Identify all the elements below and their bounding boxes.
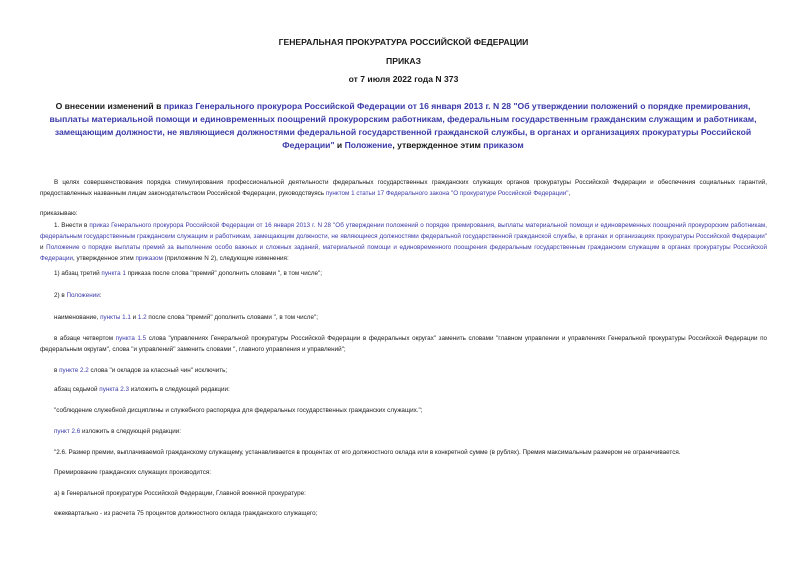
title-text-1: О внесении изменений в <box>55 101 164 111</box>
paragraph-quarterly: ежеквартально - из расчета 75 процентов должностного оклада гражданского служащего; <box>54 510 318 517</box>
paragraph-preamble <box>40 177 767 199</box>
naming-text-c: после слова "премий" дополнить словами ", в том числе"; <box>146 314 318 321</box>
law-article-link[interactable]: пунктом 1 статьи 17 Федерального закона "О прокуратуре Российской Федерации" <box>325 190 569 197</box>
organization-heading: ГЕНЕРАЛЬНАЯ ПРОКУРАТУРА РОССИЙСКОЙ ФЕДЕРАЦИИ <box>278 37 529 47</box>
point-1-2-link[interactable]: 1.2 <box>137 314 147 321</box>
point-2-3-link[interactable]: пункта 2.3 <box>99 386 129 393</box>
item1-text-b: и <box>40 244 47 251</box>
document-date: от 7 июля 2022 года N 373 <box>348 74 459 84</box>
paragraph-point-2-2 <box>40 365 767 376</box>
paragraph-point-1-5 <box>40 333 767 355</box>
order-28-link[interactable]: приказ Генерального прокурора Российской Федерации от 16 января 2013 г. N 28 "Об утверждении положений о порядке премирования, выплаты материальной помощи и единовременных поощрений прокурорским работникам, федеральным государственным гражданским служащим и работникам, замещающим должности, не являющиеся должностями федеральной государственной гражданской службы, в органах и организациях прокуратуры Российской Федерации" <box>40 222 767 240</box>
preamble-text: В целях совершенствования порядка стимулирования профессиональной деятельности федеральных государственных гражданских служащих органов прокуратуры Российской Федерации и обеспечения социальных гарантий, предоставленных названным лицам законодательством Российской Федерации, руководствуясь <box>40 179 767 197</box>
point-1-link[interactable]: пункта 1 <box>101 270 126 277</box>
title-order-link-2[interactable]: приказом <box>483 140 524 150</box>
item1-text-a: 1. Внести в <box>54 222 90 229</box>
document-title <box>44 100 762 152</box>
title-text-3: , утвержденное этим <box>392 140 484 150</box>
regulation-link[interactable]: Положение о порядке выплаты премий за выполнение особо важных и сложных заданий, материальной помощи и единовременного поощрения федеральным государственным гражданским служащим в органах прокуратуры Российской Федерации <box>40 244 767 262</box>
paragraph-point-2-3 <box>40 384 767 395</box>
paragraph-change-2 <box>40 290 767 301</box>
paragraph-order-word: приказываю: <box>40 210 78 217</box>
point-2-6-link[interactable]: пункт 2.6 <box>54 428 81 435</box>
paragraph-naming <box>40 312 767 323</box>
item1-text-c: , утвержденное этим <box>72 255 136 262</box>
change2-text-b: : <box>99 292 102 299</box>
change1-text-a: 1) абзац третий <box>54 270 102 277</box>
title-order-link[interactable]: приказ Генерального прокурора Российской Федерации от 16 января 2013 г. N 28 "Об утверждении положений о порядке премирования, выплаты материальной помощи и единовременных поощрений прокурорским работникам, федеральным государственным гражданским служащим и работникам, замещающим должности, не являющиеся должностями федеральной государственной гражданской службы, в органах и организациях прокуратуры Российской Федерации" <box>49 101 757 150</box>
paragraph-point-2-6 <box>40 426 767 437</box>
naming-text-b: и <box>130 314 138 321</box>
p22-text-a: в <box>54 367 60 374</box>
regulation-ref-link[interactable]: Положении <box>66 292 100 299</box>
preamble-end: , <box>568 190 571 197</box>
paragraph-discipline: "соблюдение служебной дисциплины и служебного распорядка для федеральных государственных гражданских служащих."; <box>54 407 423 414</box>
change2-text-a: 2) в <box>54 292 67 299</box>
point-1-5-link[interactable]: пункта 1.5 <box>115 335 147 342</box>
order-link[interactable]: приказом <box>135 255 163 262</box>
naming-text-a: наименование, <box>54 314 101 321</box>
p23-text-b: изложить в следующей редакции: <box>128 386 230 393</box>
p15-text-a: в абзаце четвертом <box>54 335 116 342</box>
change1-text-b: приказа после слова "премий" дополнить словами ", в том числе"; <box>125 270 323 277</box>
document-type-heading: ПРИКАЗ <box>386 56 421 66</box>
paragraph-bonus-procedure: Премирование гражданских служащих производится: <box>54 469 212 476</box>
point-2-2-link[interactable]: пункте 2.2 <box>59 367 89 374</box>
item1-text-d: (приложение N 2), следующие изменения: <box>162 255 289 262</box>
paragraph-item-1 <box>40 220 767 264</box>
point-1-1-link[interactable]: пункты 1.1 <box>100 314 131 321</box>
paragraph-bonus-size: "2.6. Размер премии, выплачиваемой гражданскому служащему, устанавливается в процентах от его должностного оклада или в конкретной сумме (в рублях). Премия максимальным размером не ограничивается. <box>54 449 681 456</box>
p26-text-b: изложить в следующей редакции: <box>80 428 182 435</box>
title-regulation-link[interactable]: Положение <box>344 140 393 150</box>
p23-text-a: абзац седьмой <box>54 386 100 393</box>
p15-text-b: слова "управлениях Генеральной прокуратуры Российской Федерации в федеральных округах" заменить словами "главном управлении и управлениях Генеральной прокуратуры Российской Федерации по федеральным округам", слова "и управлений" заменить словами ", главного управления и управлений"; <box>40 335 768 353</box>
p22-text-b: слова "и окладов за классный чин" исключить; <box>88 367 228 374</box>
title-text-2: и <box>334 140 345 150</box>
paragraph-change-1 <box>40 268 767 279</box>
paragraph-general-prosecutor: а) в Генеральной прокуратуре Российской Федерации, Главной военной прокуратуре: <box>54 490 306 497</box>
